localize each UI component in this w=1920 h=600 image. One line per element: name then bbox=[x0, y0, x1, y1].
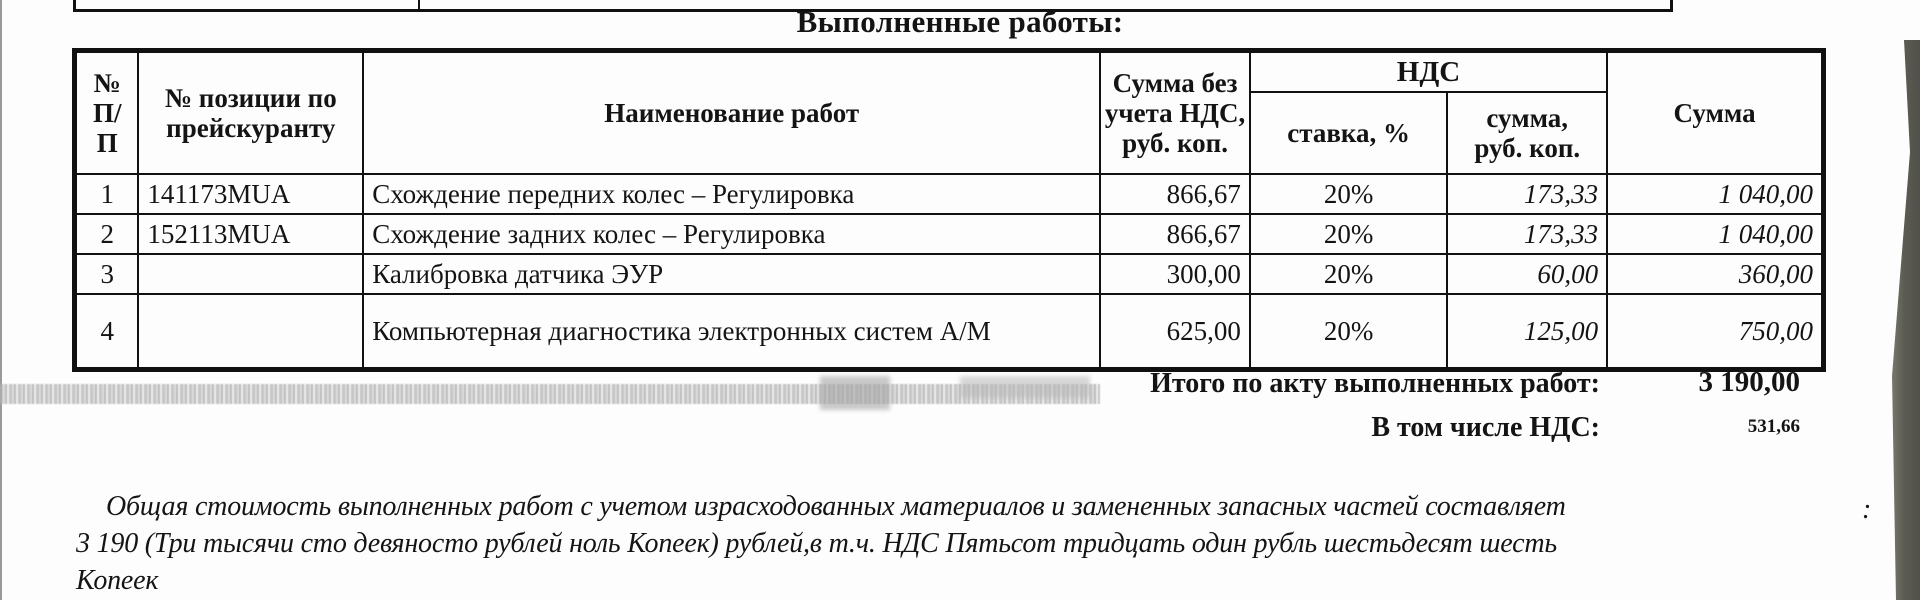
cell-code: 152113MUA bbox=[138, 214, 363, 254]
summary-line-3: Копеек bbox=[76, 565, 159, 596]
cell-amount: 866,67 bbox=[1100, 174, 1250, 214]
cell-code bbox=[138, 294, 363, 370]
cell-name: Схождение задних колес – Регулировка bbox=[363, 214, 1100, 254]
cell-vat-sum: 173,33 bbox=[1447, 214, 1607, 254]
vat-value: 531,66 bbox=[1747, 416, 1800, 437]
cell-total: 360,00 bbox=[1607, 254, 1823, 294]
header-vat-rate: ставка, % bbox=[1250, 92, 1448, 174]
paper-shadow bbox=[1888, 40, 1920, 600]
cell-code: 141173MUA bbox=[138, 174, 363, 214]
header-amount: Сумма без учета НДС, руб. коп. bbox=[1100, 51, 1250, 175]
cell-num: 1 bbox=[75, 174, 139, 214]
section-title: Выполненные работы: bbox=[796, 4, 1124, 39]
cell-amount: 300,00 bbox=[1100, 254, 1250, 294]
cell-vat-rate: 20% bbox=[1250, 294, 1448, 370]
scan-smudge bbox=[820, 376, 890, 410]
trailing-mark: : bbox=[1862, 494, 1872, 525]
table-row bbox=[75, 174, 1824, 214]
header-vat-sum: сумма, руб. коп. bbox=[1447, 92, 1607, 174]
summary-paragraph bbox=[76, 488, 1836, 599]
cell-amount: 866,67 bbox=[1100, 214, 1250, 254]
cell-name: Калибровка датчика ЭУР bbox=[363, 254, 1100, 294]
total-label: Итого по акту выполненных работ: bbox=[1150, 368, 1600, 399]
cell-total: 1 040,00 bbox=[1607, 214, 1823, 254]
cell-name: Компьютерная диагностика электронных систем А/М bbox=[363, 294, 1100, 370]
header-total: Сумма bbox=[1607, 51, 1823, 175]
header-num: № П/П bbox=[75, 51, 139, 175]
cell-name: Схождение передних колес – Регулировка bbox=[363, 174, 1100, 214]
cell-vat-rate: 20% bbox=[1250, 214, 1448, 254]
header-code: № позиции по прейскуранту bbox=[138, 51, 363, 175]
cell-num: 3 bbox=[75, 254, 139, 294]
cell-vat-sum: 173,33 bbox=[1447, 174, 1607, 214]
cell-num: 4 bbox=[75, 294, 139, 370]
table-row bbox=[75, 214, 1824, 254]
summary-line-2: 3 190 (Три тысячи сто девяносто рублей ноль Копеек) рублей,в т.ч. НДС Пятьсот тридцать один рубль шестьдесят шесть bbox=[76, 528, 1557, 559]
cell-vat-rate: 20% bbox=[1250, 254, 1448, 294]
cell-vat-sum: 60,00 bbox=[1447, 254, 1607, 294]
cell-vat-rate: 20% bbox=[1250, 174, 1448, 214]
table-row bbox=[75, 294, 1824, 370]
cell-amount: 625,00 bbox=[1100, 294, 1250, 370]
table-row bbox=[75, 254, 1824, 294]
header-vat-group: НДС bbox=[1250, 51, 1607, 93]
summary-line-1: Общая стоимость выполненных работ с учетом израсходованных материалов и замененных запасных частей составляет bbox=[106, 491, 1566, 522]
scan-smudge bbox=[0, 384, 1100, 404]
cell-code bbox=[138, 254, 363, 294]
cell-num: 2 bbox=[75, 214, 139, 254]
header-name: Наименование работ bbox=[363, 51, 1100, 175]
cell-total: 1 040,00 bbox=[1607, 174, 1823, 214]
page-edge bbox=[0, 0, 2, 600]
cell-vat-sum: 125,00 bbox=[1447, 294, 1607, 370]
works-table bbox=[72, 48, 1826, 372]
header-row bbox=[75, 51, 1824, 93]
total-value: 3 190,00 bbox=[1698, 366, 1800, 398]
cell-total: 750,00 bbox=[1607, 294, 1823, 370]
vat-label: В том числе НДС: bbox=[1371, 412, 1600, 443]
